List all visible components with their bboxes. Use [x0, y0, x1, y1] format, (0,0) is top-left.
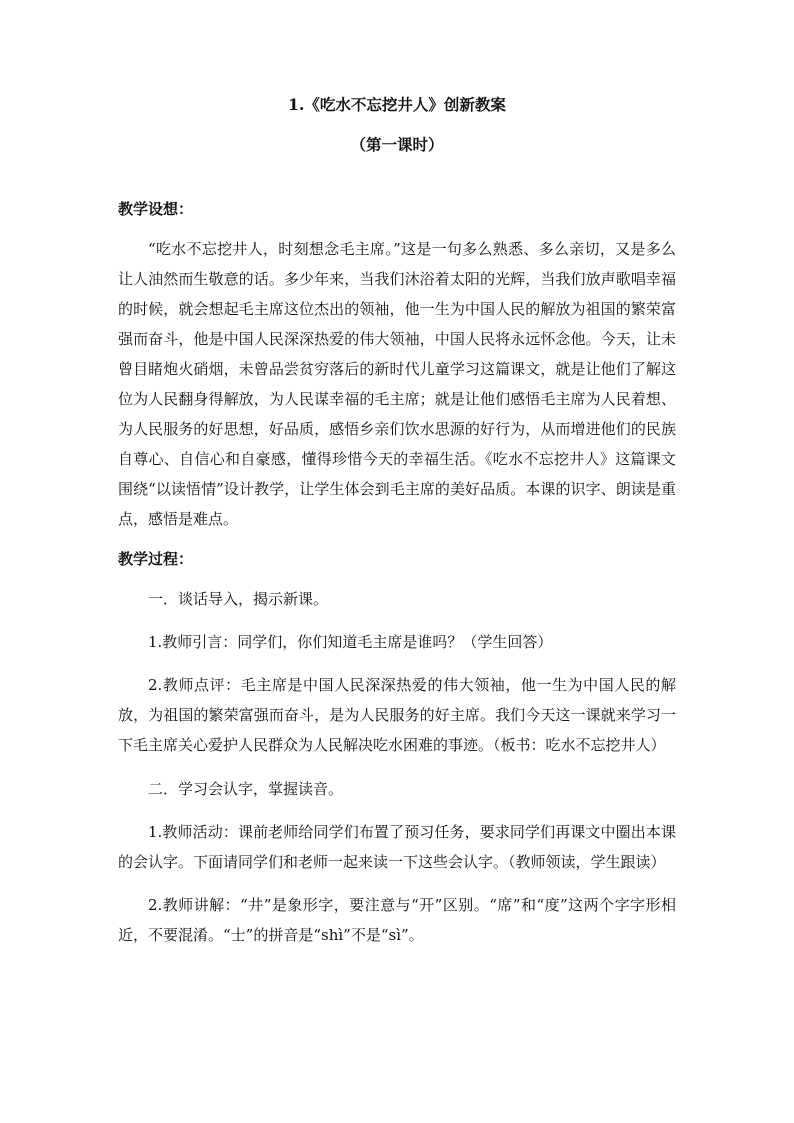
- section1-item2: 2.教师点评：毛主席是中国人民深深热爱的伟大领袖，他一生为中国人民的解放，为祖国的繁荣富强而奋斗，是为人民服务的好主席。我们今天这一课就来学习一下毛主席关心爱护人民群众为人民解决吃水困难的事迹。（板书：吃水不忘挖井人）: [118, 676, 676, 754]
- section-heading-process: 教学过程：: [118, 550, 194, 568]
- design-paragraph: “吃水不忘挖井人，时刻想念毛主席。”这是一句多么熟悉、多么亲切，又是多么让人油然而生敬意的话。多少年来，当我们沐浴着太阳的光辉，当我们放声歌唱幸福的时候，就会想起毛主席这位杰出的领袖，他一生为中国人民的解放为祖国的繁荣富强而奋斗，他是中国人民深深热爱的伟大领袖，中国人民将永远怀念他。今天，让未曾目睹炮火硝烟，未曾品尝贫穷落后的新时代儿童学习这篇课文，就是让他们了解这位为人民翻身得解放，为人民谋幸福的毛主席；就是让他们感悟毛主席为人民着想、为人民服务的好思想，好品质，感悟乡亲们饮水思源的好行为，从而增进他们的民族自尊心、自信心和自豪感，懂得珍惜今天的幸福生活。《吃水不忘挖井人》这篇课文围绕“以读悟情”设计教学，让学生体会到毛主席的美好品质。本课的识字、朗读是重点，感悟是难点。: [118, 240, 676, 528]
- section2-item1: 1.教师活动：课前老师给同学们布置了预习任务，要求同学们再课文中圈出本课的会认字。下面请同学们和老师一起来读一下这些会认字。（教师领读，学生跟读）: [118, 823, 676, 871]
- document-title: 1.《吃水不忘挖井人》创新教案: [288, 95, 506, 114]
- section1-item1: 1.教师引言：同学们，你们知道毛主席是谁吗？（学生回答）: [148, 633, 553, 651]
- section1-title: 一．谈话导入，揭示新课。: [148, 590, 329, 608]
- document-body: [118, 94, 676, 950]
- section-heading-design: 教学设想：: [118, 200, 194, 218]
- document-subtitle: （第一课时）: [350, 135, 444, 154]
- section2-item2: 2.教师讲解：“井”是象形字，要注意与“开”区别。“席”和“度”这两个字字形相近，不要混淆。“士”的拼音是“shì”不是“sì”。: [118, 896, 676, 944]
- section2-title: 二．学习会认字，掌握读音。: [148, 780, 344, 798]
